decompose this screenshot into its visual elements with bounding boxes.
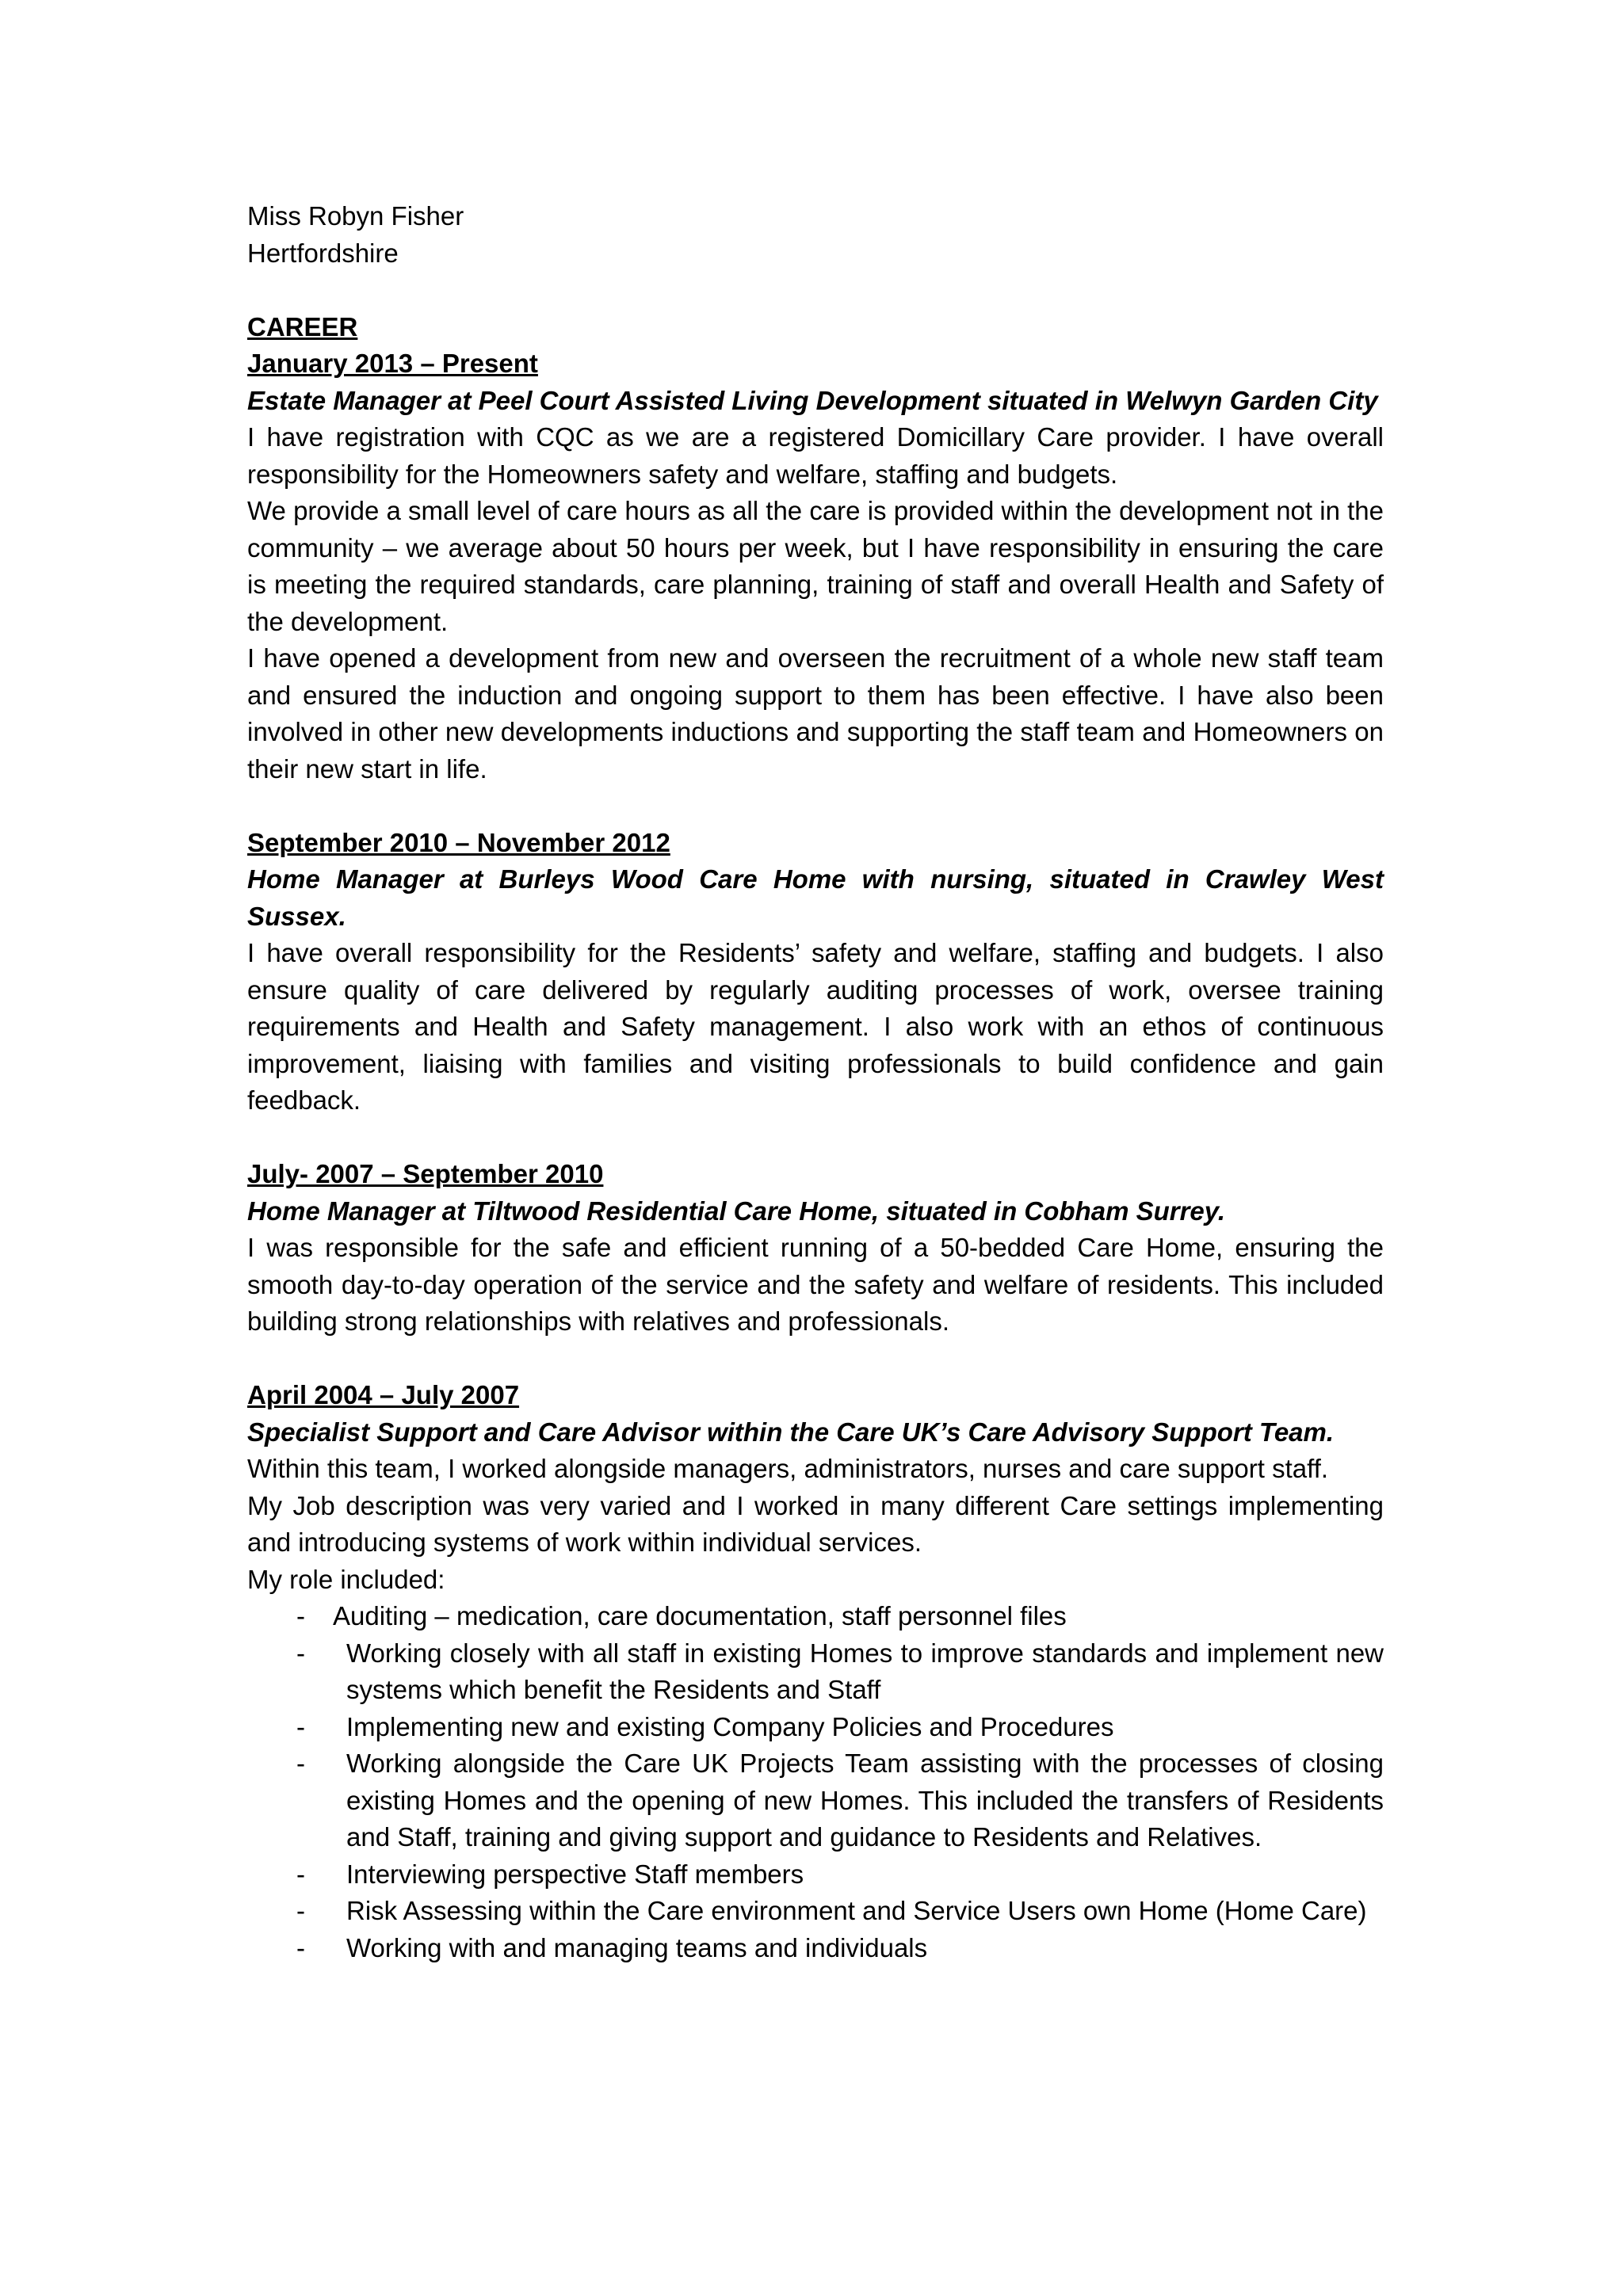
job-paragraph: I have opened a development from new and overseen the recruitment of a whole new staff team and ensured the induction and ongoing support to them has been effective. I have also been involved in other new developments inductions and supporting the staff team and Homeowners on their new start in life. — [247, 643, 1384, 784]
section-title-career: CAREER — [247, 311, 358, 341]
dash-bullet: - — [296, 1859, 305, 1889]
job-paragraph: Within this team, I worked alongside managers, administrators, nurses and care support staff. — [247, 1454, 1329, 1483]
list-item — [247, 1893, 1384, 1930]
job-paragraph: I have registration with CQC as we are a registered Domicillary Care provider. I have overall responsibility for the Homeowners safety and welfare, staffing and budgets. — [247, 422, 1384, 489]
spacer — [247, 1119, 1384, 1157]
list-item-text: Risk Assessing within the Care environment and Service Users own Home (Home Care) — [346, 1896, 1367, 1925]
candidate-name: Miss Robyn Fisher — [247, 201, 464, 231]
spacer — [247, 788, 1384, 825]
dash-bullet: - — [296, 1896, 305, 1925]
dash-bullet: - — [296, 1932, 305, 1962]
job-dates: July- 2007 – September 2010 — [247, 1159, 604, 1188]
job-role: Specialist Support and Care Advisor within the Care UK’s Care Advisory Support Team. — [247, 1417, 1335, 1447]
job-paragraph: I was responsible for the safe and efficient running of a 50-bedded Care Home, ensuring the smooth day-to-day operation of the service and the safety and welfare of residents. This included building strong relationships with relatives and professionals. — [247, 1233, 1384, 1336]
job-dates: April 2004 – July 2007 — [247, 1380, 520, 1409]
job-paragraph: We provide a small level of care hours as all the care is provided within the development not in the community – we average about 50 hours per week, but I have responsibility in ensuring the care is meeting the required standards, care planning, training of staff and overall Health and Safety of the development. — [247, 496, 1384, 636]
job-entry — [247, 1156, 1384, 1341]
list-item-text: Working with and managing teams and individuals — [346, 1932, 928, 1962]
list-item — [247, 1709, 1384, 1746]
job-dates: January 2013 – Present — [247, 349, 538, 378]
cv-document — [247, 198, 1384, 1966]
job-entry — [247, 345, 1384, 788]
dash-bullet: - — [296, 1711, 305, 1741]
dash-bullet: - — [296, 1601, 305, 1630]
dash-bullet: - — [296, 1638, 305, 1668]
job-paragraph: My Job description was very varied and I worked in many different Care settings implementing and introducing systems of work within individual services. — [247, 1490, 1384, 1557]
job-paragraph: I have overall responsibility for the Residents’ safety and welfare, staffing and budgets. I also ensure quality of care delivered by regularly auditing processes of work, oversee training requirements and Health and Safety management. I also work with an ethos of continuous improvement, liaising with families and visiting professionals to build confidence and gain feedback. — [247, 938, 1384, 1115]
job-role: Estate Manager at Peel Court Assisted Living Development situated in Welwyn Garden City — [247, 385, 1378, 415]
list-item — [247, 1635, 1384, 1709]
list-item-text: Working alongside the Care UK Projects Team assisting with the processes of closing existing Homes and the opening of new Homes. This included the transfers of Residents and Staff, training and giving support and guidance to Residents and Relatives. — [346, 1749, 1384, 1852]
list-item-text: Interviewing perspective Staff members — [346, 1859, 804, 1889]
role-bullet-list — [247, 1598, 1384, 1966]
list-item-text: Implementing new and existing Company Policies and Procedures — [346, 1711, 1114, 1741]
list-intro: My role included: — [247, 1564, 445, 1594]
job-entry — [247, 825, 1384, 1119]
job-entry — [247, 1377, 1384, 1966]
list-item — [247, 1598, 1384, 1635]
dash-bullet: - — [296, 1749, 305, 1778]
job-role: Home Manager at Tiltwood Residential Care Home, situated in Cobham Surrey. — [247, 1196, 1226, 1226]
list-item-text: Working closely with all staff in existing Homes to improve standards and implement new systems which benefit the Residents and Staff — [346, 1638, 1384, 1704]
job-role: Home Manager at Burleys Wood Care Home with nursing, situated in Crawley West Sussex. — [247, 864, 1384, 931]
list-item — [247, 1745, 1384, 1856]
candidate-location: Hertfordshire — [247, 238, 399, 268]
spacer — [247, 1341, 1384, 1378]
list-item-text: Auditing – medication, care documentation, staff personnel files — [333, 1601, 1067, 1630]
spacer — [247, 272, 1384, 309]
list-item — [247, 1856, 1384, 1894]
job-dates: September 2010 – November 2012 — [247, 827, 670, 857]
list-item — [247, 1930, 1384, 1967]
